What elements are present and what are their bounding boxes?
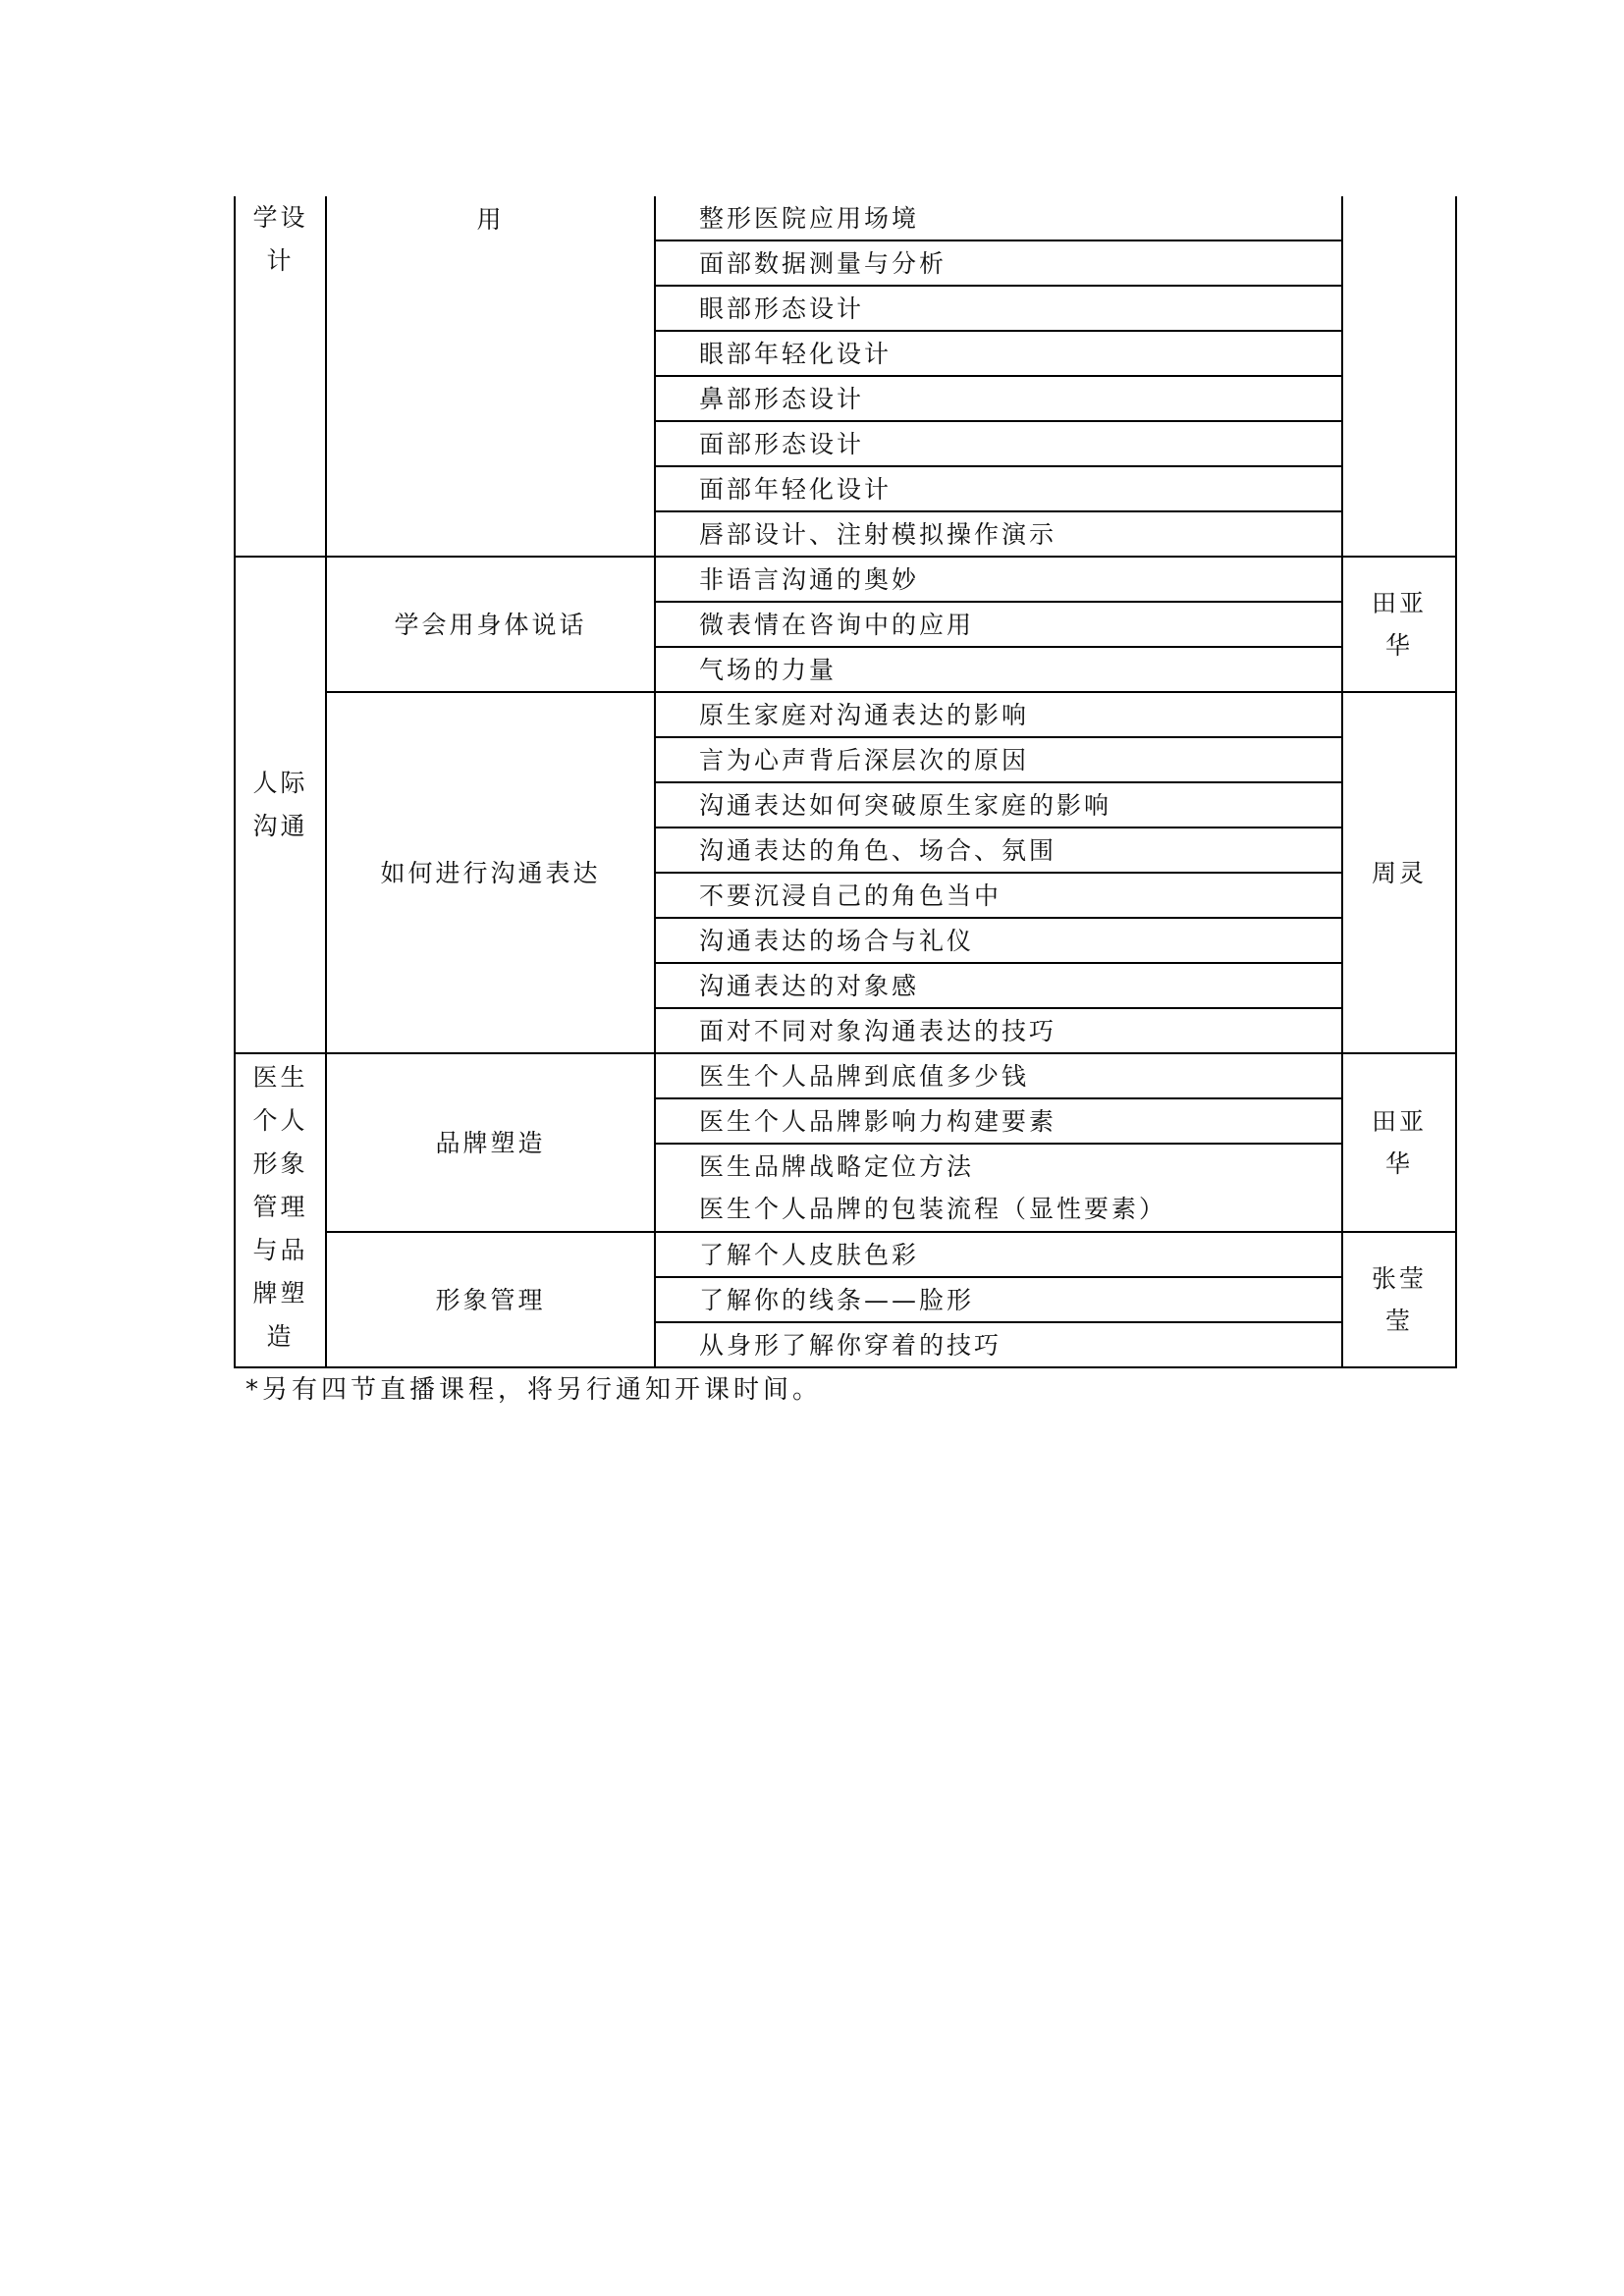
lesson-cell: 了解你的线条——脸形	[655, 1277, 1342, 1322]
lesson-cell: 言为心声背后深层次的原因	[655, 737, 1342, 782]
lesson-cell: 非语言沟通的奥妙	[655, 557, 1342, 602]
module-cell	[235, 557, 326, 1053]
teacher-line: 田亚	[1371, 1107, 1427, 1136]
table-row	[235, 1053, 1456, 1098]
lesson-cell: 从身形了解你穿着的技巧	[655, 1322, 1342, 1367]
lesson-cell: 整形医院应用场境	[655, 196, 1342, 240]
module-line: 个人	[252, 1106, 308, 1135]
teacher-line: 华	[1384, 1149, 1413, 1178]
module-line: 医生	[252, 1063, 308, 1092]
teacher-cell	[1342, 692, 1456, 1053]
table-row	[235, 557, 1456, 602]
lesson-cell: 唇部设计、注射模拟操作演示	[655, 511, 1342, 557]
lesson-cell-double	[655, 1144, 1342, 1232]
teacher-cell	[1342, 1053, 1456, 1232]
table-row	[235, 692, 1456, 737]
lesson-cell: 面对不同对象沟通表达的技巧	[655, 1008, 1342, 1053]
teacher-cell	[1342, 557, 1456, 692]
lesson-cell: 沟通表达的场合与礼仪	[655, 918, 1342, 963]
lesson-cell: 原生家庭对沟通表达的影响	[655, 692, 1342, 737]
module-cell	[235, 1053, 326, 1367]
lesson-cell: 不要沉浸自己的角色当中	[655, 873, 1342, 918]
lesson-cell: 沟通表达如何突破原生家庭的影响	[655, 782, 1342, 828]
lesson-line: 医生品牌战略定位方法	[699, 1152, 975, 1181]
module-line: 学设	[252, 203, 308, 232]
lesson-cell: 医生个人品牌影响力构建要素	[655, 1098, 1342, 1144]
unit-cell: 学会用身体说话	[326, 557, 655, 692]
teacher-cell	[1342, 196, 1456, 557]
lesson-cell: 了解个人皮肤色彩	[655, 1232, 1342, 1277]
module-line: 形象	[252, 1149, 308, 1178]
unit-cell: 形象管理	[326, 1232, 655, 1367]
module-line: 沟通	[252, 812, 308, 840]
lesson-cell: 医生个人品牌到底值多少钱	[655, 1053, 1342, 1098]
unit-cell: 用	[326, 196, 655, 557]
teacher-line: 莹	[1384, 1307, 1413, 1335]
lesson-cell: 气场的力量	[655, 647, 1342, 692]
table-row	[235, 1232, 1456, 1277]
lesson-line: 医生个人品牌的包装流程（显性要素）	[699, 1195, 1167, 1223]
lesson-cell: 微表情在咨询中的应用	[655, 602, 1342, 647]
course-schedule-table	[234, 196, 1457, 1368]
footnote: *另有四节直播课程，将另行通知开课时间。	[245, 1375, 823, 1405]
table-row	[235, 196, 1456, 240]
lesson-cell: 眼部形态设计	[655, 286, 1342, 331]
teacher-cell	[1342, 1232, 1456, 1367]
lesson-cell: 眼部年轻化设计	[655, 331, 1342, 376]
lesson-cell: 面部形态设计	[655, 421, 1342, 466]
module-line: 管理	[252, 1193, 308, 1221]
teacher-line: 田亚	[1371, 589, 1427, 617]
lesson-cell: 沟通表达的角色、场合、氛围	[655, 828, 1342, 873]
lesson-cell: 鼻部形态设计	[655, 376, 1342, 421]
module-line: 造	[266, 1322, 295, 1351]
module-line: 计	[266, 246, 295, 275]
teacher-line: 张莹	[1371, 1264, 1427, 1293]
lesson-cell: 沟通表达的对象感	[655, 963, 1342, 1008]
unit-cell: 品牌塑造	[326, 1053, 655, 1232]
module-line: 人际	[252, 769, 308, 797]
module-line: 与品	[252, 1236, 308, 1264]
unit-cell: 如何进行沟通表达	[326, 692, 655, 1053]
lesson-cell: 面部年轻化设计	[655, 466, 1342, 511]
teacher-line: 华	[1384, 631, 1413, 660]
teacher-line: 周灵	[1371, 858, 1427, 887]
module-cell	[235, 196, 326, 557]
lesson-cell: 面部数据测量与分析	[655, 240, 1342, 286]
module-line: 牌塑	[252, 1279, 308, 1308]
